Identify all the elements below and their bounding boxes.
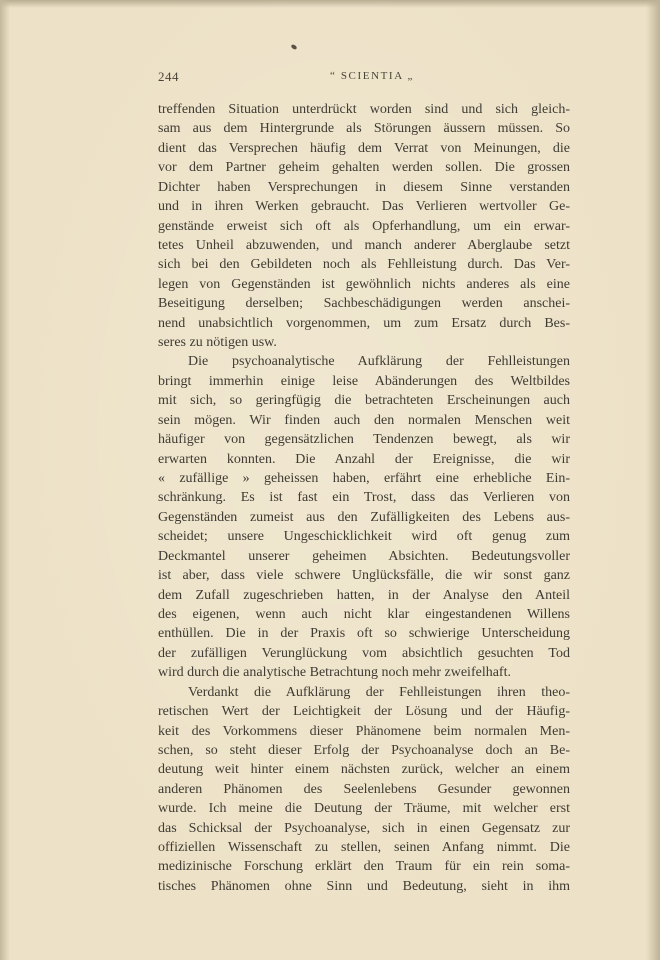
page-number: 244 (158, 69, 179, 84)
ink-speck (290, 44, 297, 51)
text-line: keit des Vorkommens dieser Phänomene beim normalen Men- (158, 723, 570, 739)
text-line: der zufälligen Verunglückung vom absichtlich gesuchten Tod (158, 645, 570, 661)
text-line: mit sich, so geringfügig die betrachteten Erscheinungen auch (158, 393, 570, 409)
page-edge-top (0, 0, 660, 8)
text-line: sam aus dem Hintergrunde als Störungen äussern müssen. So (158, 121, 570, 137)
text-line: seres zu nötigen usw. (158, 335, 277, 351)
text-line: wird durch die analytische Betrachtung noch mehr zweifelhaft. (158, 665, 511, 681)
text-line: treffenden Situation unterdrückt worden sind und sich gleich- (158, 102, 570, 117)
text-line: Gegenständen zumeist aus den Zufälligkeiten des Lebens aus- (158, 509, 570, 525)
text-line: tisches Phänomen ohne Sinn und Bedeutung, sieht in ihm (158, 878, 570, 894)
text-line: häufiger von gegensätzlichen Tendenzen bewegt, als wir (158, 432, 570, 448)
text-line: dem Zufall zugeschrieben hatten, in der Analyse den Anteil (158, 587, 570, 603)
page-edge-left (0, 0, 10, 960)
page-edge-right (646, 0, 660, 960)
text-line: und in ihren Werken gebraucht. Das Verlieren wertvoller Ge- (158, 199, 570, 215)
text-line: erwarten konnten. Die Anzahl der Ereignisse, die wir (158, 451, 570, 467)
text-line: vor dem Partner geheim gehalten werden sollen. Die grossen (158, 160, 570, 176)
paragraph (158, 352, 570, 682)
text-line: das Schicksal der Psychoanalyse, sich in einen Gegensatz zur (158, 820, 570, 836)
text-line: Beseitigung derselben; Sachbeschädigungen werden anschei- (158, 296, 570, 312)
text-line: legen von Gegenständen ist gewöhnlich nichts anderes als eine (158, 276, 570, 292)
text-line: Verdankt die Aufklärung der Fehlleistungen ihren theo- (188, 684, 570, 700)
text-line: bringt immerhin einige leise Abänderungen des Weltbildes (158, 373, 570, 389)
body-text (158, 100, 570, 896)
text-line: schränkung. Es ist fast ein Trost, dass das Verlieren von (158, 490, 570, 506)
paragraph (158, 683, 570, 897)
paragraph (158, 100, 570, 352)
text-line: des eigenen, wenn auch nicht klar eingestandenen Willens (158, 606, 570, 622)
text-line: anderen Phänomen des Seelenlebens Gesunder gewonnen (158, 781, 570, 797)
text-line: retischen Wert der Leichtigkeit der Lösung und der Häufig- (158, 704, 570, 720)
text-line: « zufällige » geheissen haben, erfährt eine erhebliche Ein- (158, 471, 570, 487)
text-line: wurde. Ich meine die Deutung der Träume, mit welcher erst (158, 801, 570, 817)
text-line: enthüllen. Die in der Praxis oft so schwierige Unterscheidung (158, 626, 570, 642)
page-header (158, 69, 568, 89)
text-line: medizinische Forschung erklärt den Traum für ein rein soma- (158, 859, 570, 875)
text-line: schen, so steht dieser Erfolg der Psychoanalyse doch an Be- (158, 742, 570, 758)
text-line: dient das Versprechen häufig dem Verrat von Meinungen, die (158, 140, 570, 156)
text-line: Deckmantel unserer geheimen Absichten. Bedeutungsvoller (158, 548, 570, 564)
text-line: Die psychoanalytische Aufklärung der Fehlleistungen (188, 354, 570, 370)
text-line: genstände erweist sich oft als Opferhandlung, um ein erwar- (158, 218, 570, 234)
text-line: scheidet; unsere Ungeschicklichkeit wird oft genug zum (158, 529, 570, 545)
running-head: “ SCIENTIA „ (330, 70, 414, 82)
text-line: Dichter haben Versprechungen in diesem Sinne verstanden (158, 179, 570, 195)
text-line: sich bei den Gebildeten noch als Fehlleistung durch. Das Ver- (158, 257, 570, 273)
text-line: sein mögen. Wir finden auch den normalen Menschen weit (158, 412, 570, 428)
text-line: tetes Unheil abzuwenden, und manch anderer Aberglaube setzt (158, 237, 570, 253)
text-line: ist aber, dass viele schwere Unglücksfälle, die wir sonst ganz (158, 568, 570, 584)
text-line: deutung weit hinter einem nächsten zurück, welcher an einem (158, 762, 570, 778)
text-line: offiziellen Wissenschaft zu stellen, seinen Anfang nimmt. Die (158, 840, 570, 856)
text-line: nend unabsichtlich vorgenommen, um zum Ersatz durch Bes- (158, 315, 570, 331)
